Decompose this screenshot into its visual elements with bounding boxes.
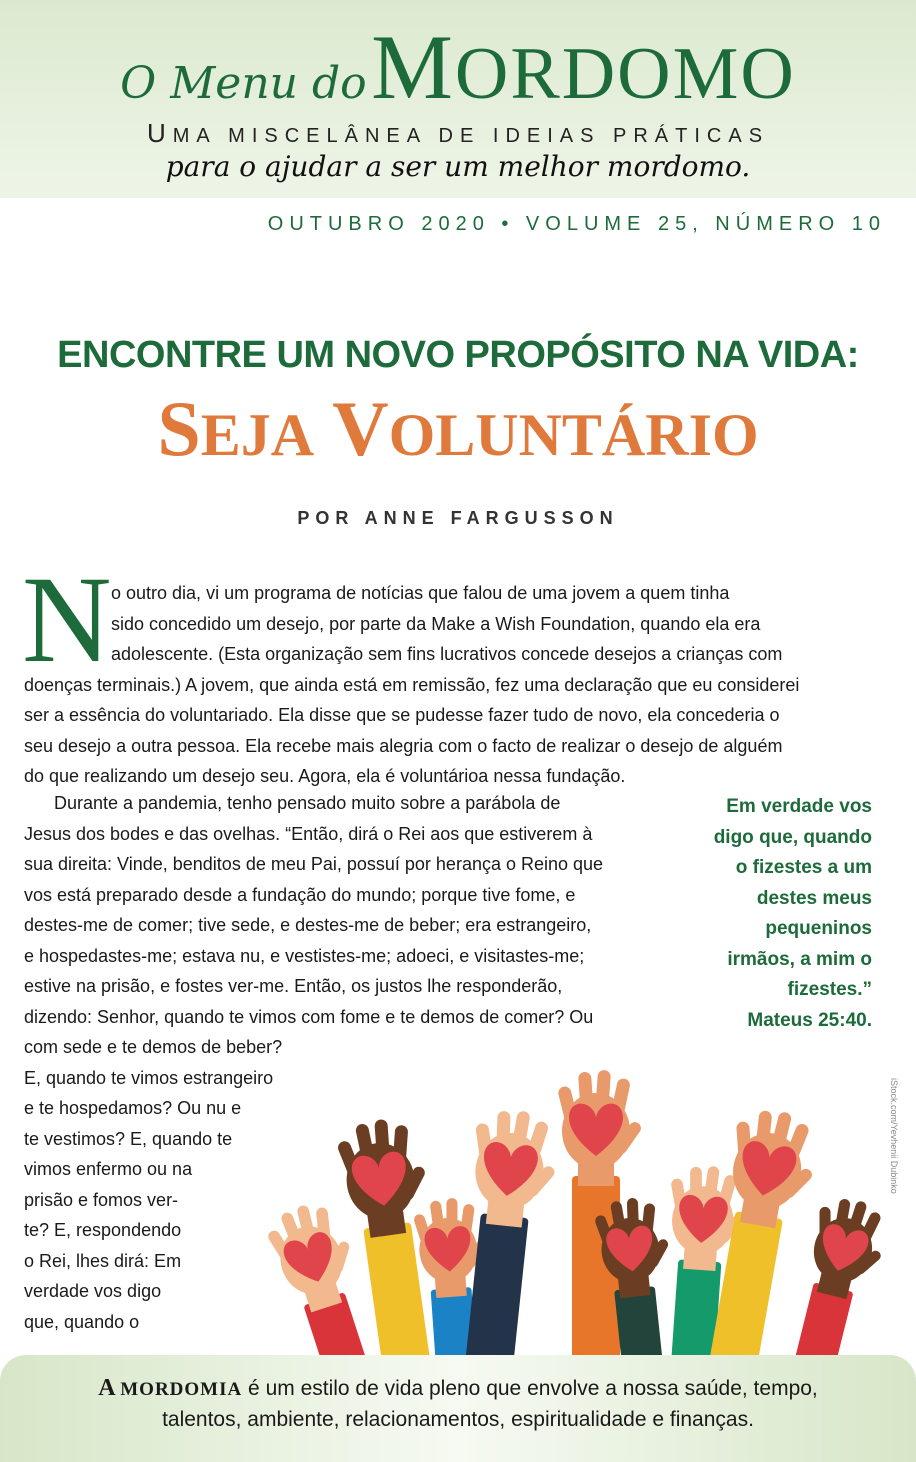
masthead-title-rest: ORDOMO: [454, 33, 796, 115]
drop-cap: N: [22, 551, 112, 688]
issue-info: OUTUBRO 2020 • VOLUME 25, NÚMERO 10: [267, 213, 886, 235]
masthead-title-first: M: [371, 16, 455, 118]
image-credit-text: iStock.com/Yevhenii Dubinko: [889, 1078, 899, 1194]
pull-quote-line: pequeninos: [765, 918, 872, 939]
subheadline: [0, 384, 916, 474]
pull-quote-line: digo que, quando: [713, 826, 872, 848]
pull-quote-line: fizestes.”: [787, 979, 872, 1000]
paragraph-line: doenças terminais.) A jovem, que ainda está em remissão, fez uma declaração que eu considerei: [24, 674, 800, 695]
paragraph-line: te? E, respondendo: [24, 1220, 182, 1240]
paragraph-line: seu desejo a outra pessoa. Ela recebe mais alegria com o facto de realizar o desejo de alguém: [24, 735, 783, 756]
paragraph-line: o Rei, lhes dirá: Em: [24, 1250, 182, 1271]
paragraph-1: [24, 578, 894, 792]
paragraph-line: Jesus dos bodes e das ovelhas. “Então, dirá o Rei aos que estiverem à: [24, 823, 593, 844]
paragraph-line: e te hospedamos? Ou nu e: [24, 1098, 242, 1118]
pull-quote-line: Em verdade vos: [726, 796, 872, 817]
footer-line-1: é um estilo de vida pleno que envolve a nossa saúde, tempo,: [242, 1377, 818, 1400]
subhead-w1-first: S: [157, 385, 201, 472]
paragraph-line: destes-me de comer; tive sede, e destes-me de beber; era estrangeiro,: [24, 915, 592, 935]
paragraph-line: adolescente. (Esta organização sem fins lucrativos concede desejos a crianças com: [111, 644, 783, 664]
paragraph-line: dizendo: Senhor, quando te vimos com fome e te demos de comer? Ou: [24, 1006, 594, 1027]
pull-quote-line: o fizestes a um: [735, 857, 872, 878]
masthead-script: O Menu do: [120, 58, 367, 109]
footer-text: [0, 1373, 916, 1435]
footer-lead: [98, 1375, 242, 1401]
paragraph-line: prisão e fomos ver-: [24, 1189, 179, 1210]
raised-hands-illustration: [248, 1056, 888, 1356]
sleeve: [662, 1259, 721, 1356]
footer-lead-first: A: [98, 1375, 121, 1401]
paragraph-line: te vestimos? E, quando te: [24, 1128, 233, 1149]
masthead-title: [371, 16, 796, 118]
tagline-script: para o ajudar a ser um melhor mordomo.: [165, 150, 751, 183]
footer-lead-word: MORDOMIA: [120, 1379, 243, 1400]
paragraph-line: Durante a pandemia, tenho pensado muito sobre a parábola de: [54, 793, 561, 813]
subhead-w2-first: V: [332, 385, 389, 472]
image-credit: [887, 1078, 907, 1208]
paragraph-line: estive na prisão, e fostes ver-me. Então, os justos lhe responderão,: [24, 976, 563, 996]
paragraph-line: com sede e te demos de beber?: [24, 1037, 283, 1057]
paragraph-line: ser a essência do voluntariado. Ela disse que se pudesse fazer tudo de novo, ela concederia o: [24, 705, 780, 725]
byline: POR ANNE FARGUSSON: [297, 508, 619, 528]
paragraph-line: vimos enfermo ou na: [24, 1159, 193, 1179]
tagline-rest: MA MISCELÂNEA DE IDEIAS PRÁTICAS: [172, 125, 770, 147]
paragraph-line: o outro dia, vi um programa de notícias que falou de uma jovem a quem tinha: [111, 583, 730, 603]
paragraph-line: E, quando te vimos estrangeiro: [24, 1067, 274, 1088]
paragraph-line: sua direita: Vinde, benditos de meu Pai, possuí por herança o Reino que: [24, 854, 604, 874]
footer-line-2: talentos, ambiente, relacionamentos, espiritualidade e finanças.: [162, 1408, 754, 1431]
tagline-first: U: [146, 118, 173, 148]
headline: ENCONTRE UM NOVO PROPÓSITO NA VIDA:: [57, 334, 859, 376]
subhead-w1-rest: EJA: [200, 402, 315, 468]
tagline: [0, 118, 916, 149]
pull-quote-citation: Mateus 25:40.: [747, 1009, 872, 1031]
pull-quote-line: destes meus: [756, 887, 872, 909]
paragraph-line: do que realizando um desejo seu. Agora, ela é voluntárioa nessa fundação.: [24, 766, 626, 786]
paragraph-line: sido concedido um desejo, por parte da Make a Wish Foundation, quando ela era: [111, 613, 761, 634]
pull-quote-line: irmãos, a mim o: [727, 948, 872, 970]
paragraph-line: que, quando o: [24, 1311, 140, 1332]
masthead: [0, 14, 916, 120]
paragraph-line: e hospedastes-me; estava nu, e vestistes-me; adoeci, e visitastes-me;: [24, 945, 585, 966]
pull-quote: [682, 792, 872, 1036]
paragraph-line: verdade vos digo: [24, 1281, 162, 1301]
subhead-w2-rest: OLUNTÁRIO: [388, 402, 759, 468]
paragraph-line: vos está preparado desde a fundação do mundo; porque tive fome, e: [24, 884, 576, 905]
